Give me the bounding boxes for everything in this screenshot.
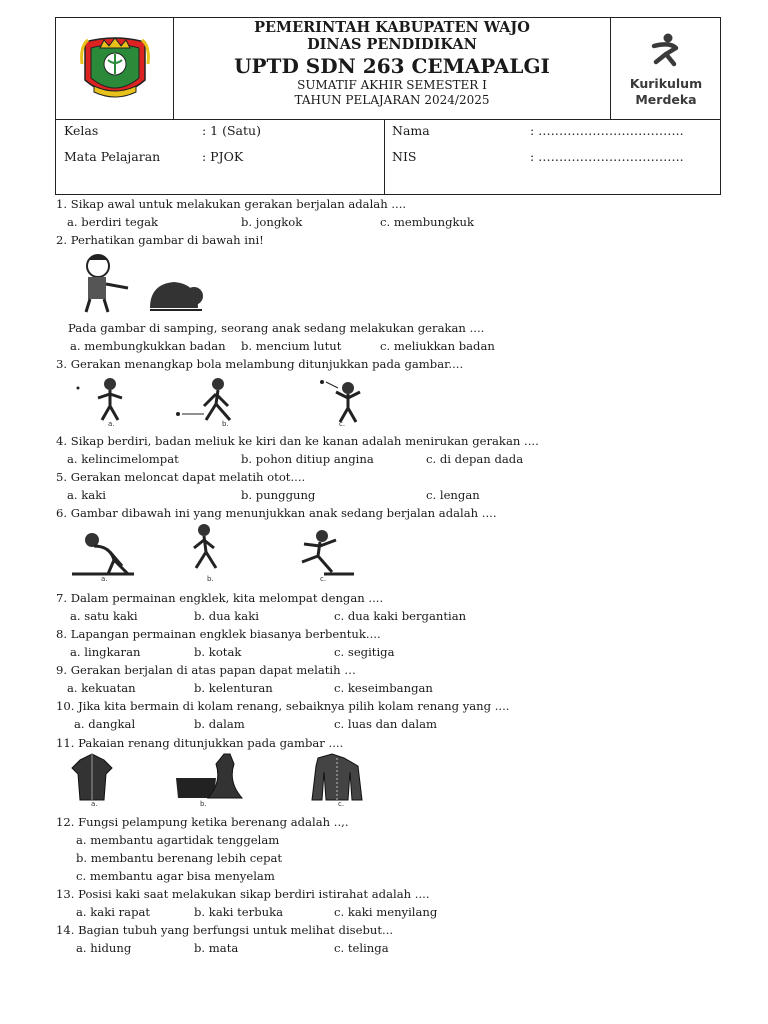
q7-option-b[interactable]: b. dua kaki (194, 609, 259, 623)
q13-option-c[interactable]: c. kaki menyilang (334, 905, 438, 919)
q2-option-c[interactable]: c. meliukkan badan (380, 339, 495, 353)
q9-option-b[interactable]: b. kelenturan (194, 681, 273, 695)
nama-label: Nama (392, 123, 430, 138)
kelas-label: Kelas (64, 123, 99, 138)
question-7: 7. Dalam permainan engklek, kita melompat dengan .... (56, 591, 384, 605)
km-line1: Kurikulum (629, 76, 703, 91)
q14-option-b[interactable]: b. mata (194, 941, 239, 955)
question-2-followup: Pada gambar di samping, seorang anak sedang melakukan gerakan .... (68, 321, 485, 335)
question-2: 2. Perhatikan gambar di bawah ini! (56, 233, 264, 247)
q13-option-b[interactable]: b. kaki terbuka (194, 905, 284, 919)
q1-option-b[interactable]: b. jongkok (241, 215, 303, 229)
q13-option-a[interactable]: a. kaki rapat (76, 905, 151, 919)
q3-figure-label-b: b. (222, 420, 229, 428)
question-12: 12. Fungsi pelampung ketika berenang adalah ..,. (56, 815, 349, 829)
question-14: 14. Bagian tubuh yang berfungsi untuk melihat disebut... (56, 923, 394, 937)
question-8: 8. Lapangan permainan engklek biasanya berbentuk.... (56, 627, 381, 641)
mapel-value: : PJOK (202, 149, 244, 164)
question-10: 10. Jika kita bermain di kolam renang, sebaiknya pilih kolam renang yang .... (56, 699, 510, 713)
regency-emblem-icon (80, 34, 150, 106)
question-9: 9. Gerakan berjalan di atas papan dapat melatih … (56, 663, 356, 677)
q10-option-b[interactable]: b. dalam (194, 717, 245, 731)
catching-ball-figures (70, 376, 400, 428)
bending-child-figure (76, 252, 216, 314)
q14-option-a[interactable]: a. hidung (76, 941, 132, 955)
q11-figure-label-c: c. (338, 800, 345, 808)
school-year: TAHUN PELAJARAN 2024/2025 (294, 93, 490, 107)
logo-cell (56, 18, 174, 119)
school-name: UPTD SDN 263 CEMAPALGI (234, 54, 550, 78)
q1-option-c[interactable]: c. membungkuk (380, 215, 475, 229)
q5-option-c[interactable]: c. lengan (426, 488, 480, 502)
q3-figure-label-c: c. (339, 420, 346, 428)
q6-figure-label-a: a. (101, 575, 108, 583)
q7-option-a[interactable]: a. satu kaki (70, 609, 138, 623)
government-name: PEMERINTAH KABUPATEN WAJO (254, 19, 530, 36)
q7-option-c[interactable]: c. dua kaki bergantian (334, 609, 467, 623)
q5-option-a[interactable]: a. kaki (67, 488, 106, 502)
question-5: 5. Gerakan meloncat dapat melatih otot.... (56, 470, 306, 484)
swimwear-figures (66, 752, 376, 808)
q9-option-c[interactable]: c. keseimbangan (334, 681, 433, 695)
question-13: 13. Posisi kaki saat melakukan sikap berdiri istirahat adalah .... (56, 887, 430, 901)
q10-option-a[interactable]: a. dangkal (74, 717, 136, 731)
question-11: 11. Pakaian renang ditunjukkan pada gambar .... (56, 736, 344, 750)
q11-figure-label-a: a. (91, 800, 98, 808)
q6-figure-label-b: b. (207, 575, 214, 583)
q4-option-c[interactable]: c. di depan dada (426, 452, 524, 466)
km-line2: Merdeka (635, 92, 697, 107)
q4-option-a[interactable]: a. kelincimelompat (67, 452, 179, 466)
q14-option-c[interactable]: c. telinga (334, 941, 389, 955)
walking-child-figures (64, 522, 364, 580)
q1-option-a[interactable]: a. berdiri tegak (67, 215, 159, 229)
q10-option-c[interactable]: c. luas dan dalam (334, 717, 438, 731)
q12-option-b[interactable]: b. membantu berenang lebih cepat (76, 851, 283, 865)
kurikulum-merdeka-logo (610, 18, 720, 119)
q3-figure-label-a: a. (108, 420, 115, 428)
student-info (56, 119, 720, 194)
nis-field[interactable]: : …………………………….. (530, 149, 684, 164)
kurikulum-merdeka-icon (646, 32, 686, 72)
exam-header (55, 17, 721, 195)
q11-figure-label-b: b. (200, 800, 207, 808)
q8-option-c[interactable]: c. segitiga (334, 645, 395, 659)
q12-option-a[interactable]: a. membantu agartidak tenggelam (76, 833, 280, 847)
q2-option-b[interactable]: b. mencium lutut (241, 339, 342, 353)
q4-option-b[interactable]: b. pohon ditiup angina (241, 452, 374, 466)
q9-option-a[interactable]: a. kekuatan (67, 681, 136, 695)
kelas-value: : 1 (Satu) (202, 123, 261, 138)
q6-figure-label-c: c. (320, 575, 327, 583)
exam-name: SUMATIF AKHIR SEMESTER I (297, 78, 487, 92)
nama-field[interactable]: : …………………………….. (530, 123, 684, 138)
question-6: 6. Gambar dibawah ini yang menunjukkan anak sedang berjalan adalah .... (56, 506, 497, 520)
question-3: 3. Gerakan menangkap bola melambung ditunjukkan pada gambar.... (56, 357, 464, 371)
info-divider (384, 120, 385, 195)
q5-option-b[interactable]: b. punggung (241, 488, 316, 502)
nis-label: NIS (392, 149, 417, 164)
question-4: 4. Sikap berdiri, badan meliuk ke kiri dan ke kanan adalah menirukan gerakan .... (56, 434, 539, 448)
title-block (174, 18, 610, 119)
department-name: DINAS PENDIDIKAN (307, 36, 477, 53)
q2-option-a[interactable]: a. membungkukkan badan (70, 339, 226, 353)
q8-option-b[interactable]: b. kotak (194, 645, 242, 659)
mapel-label: Mata Pelajaran (64, 149, 161, 164)
question-1: 1. Sikap awal untuk melakukan gerakan berjalan adalah .... (56, 197, 407, 211)
q12-option-c[interactable]: c. membantu agar bisa menyelam (76, 869, 275, 883)
q8-option-a[interactable]: a. lingkaran (70, 645, 141, 659)
